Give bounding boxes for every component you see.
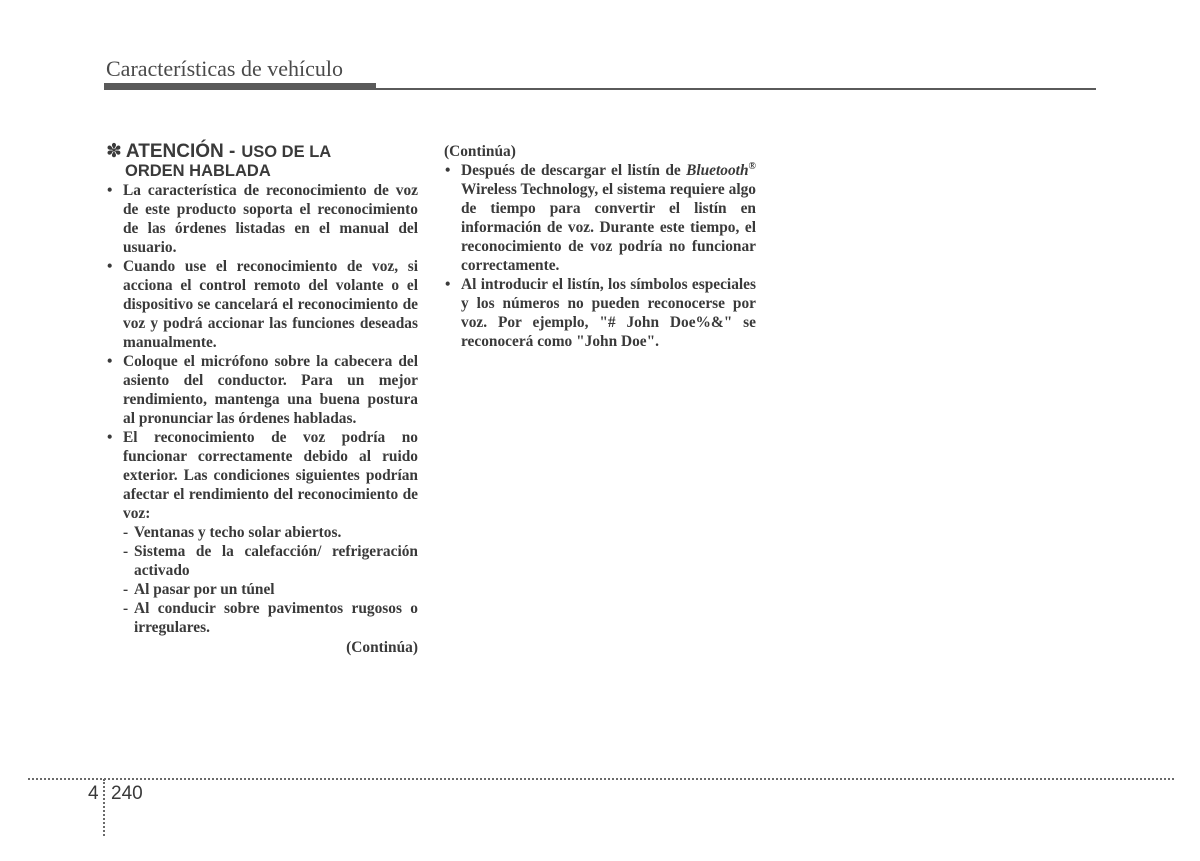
conditions-list	[123, 523, 418, 637]
right-bullet-list	[444, 161, 756, 351]
condition-item: - Al pasar por un túnel	[123, 580, 418, 599]
header-rule-thin	[376, 88, 1096, 90]
right-column	[444, 142, 756, 351]
footer-dotted-divider	[103, 779, 105, 836]
asterisk-icon: ✽	[106, 141, 122, 162]
header-rule-thick	[104, 83, 376, 90]
bullet-item: • Cuando use el reconocimiento de voz, si acciona el control remoto del volante o el dispositivo se cancelará el reconocimiento de voz y podrá accionar las funciones deseadas manualmente.	[106, 257, 418, 352]
condition-item: - Ventanas y techo solar abiertos.	[123, 523, 418, 542]
bullet-text: El reconocimiento de voz podría no funcionar correctamente debido al ruido exterior. Las condiciones siguientes podrían afectar el rendimiento del reconocimiento de voz:	[123, 429, 418, 522]
notice-heading	[106, 142, 418, 181]
bullet-item: • Coloque el micrófono sobre la cabecera del asiento del conductor. Para un mejor rendimiento, mantenga una buena postura al pronunciar las órdenes habladas.	[106, 352, 418, 428]
notice-title: ATENCIÓN -	[125, 141, 236, 162]
notice-subtitle-line1: USO DE LA	[241, 143, 332, 161]
bullet-text: Después de descargar el listín de	[461, 162, 681, 179]
continues-label: (Continúa)	[346, 639, 418, 656]
bullet-text: Wireless Technology, el sistema requiere algo de tiempo para convertir el listín en información de voz. Durante este tiempo, el reconocimiento de voz podría no funcionar correctamente.	[461, 181, 756, 274]
bullet-item	[444, 161, 756, 275]
chapter-number: 4	[88, 783, 99, 804]
bluetooth-brand: Bluetooth	[686, 162, 749, 179]
footer-dotted-rule	[28, 778, 1174, 780]
notice-bullet-list	[106, 181, 418, 637]
left-column	[106, 142, 418, 657]
bullet-item	[106, 428, 418, 637]
condition-item: - Al conducir sobre pavimentos rugosos o irregulares.	[123, 599, 418, 637]
notice-subtitle-line2: ORDEN HABLADA	[125, 162, 271, 180]
bullet-item: • La característica de reconocimiento de voz de este producto soporta el reconocimiento de las órdenes listadas en el manual del usuario.	[106, 181, 418, 257]
section-title: Características de vehículo	[106, 56, 344, 81]
continued-label: (Continúa)	[444, 143, 516, 160]
bullet-item: • Al introducir el listín, los símbolos especiales y los números no pueden reconocerse por voz. Por ejemplo, "# John Doe%&" se reconocerá como "John Doe".	[444, 275, 756, 351]
registered-mark: ®	[748, 160, 756, 172]
condition-item: - Sistema de la calefacción/ refrigeración activado	[123, 542, 418, 580]
page-number: 240	[111, 783, 143, 804]
